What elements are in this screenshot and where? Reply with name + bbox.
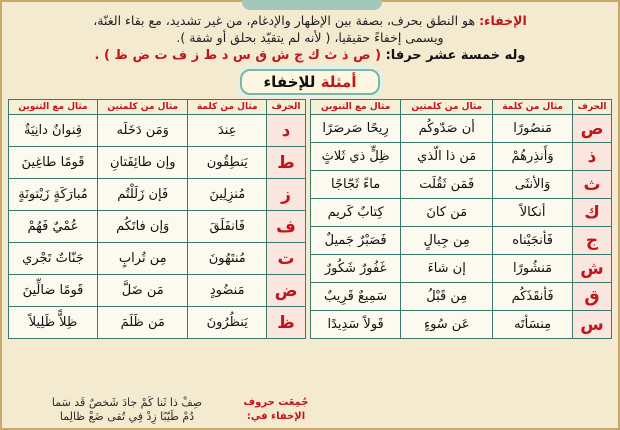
example-word: وَالأنثَى [493,171,573,199]
table-row [9,275,306,307]
definition-block [8,12,612,46]
example-tanween: ماءً ثَجّاجًا [311,171,401,199]
row-letter: ج [573,227,612,255]
table-row [311,143,612,171]
example-two-words: إن شاءَ [401,255,493,283]
example-word: مَنضُودٍ [188,275,267,307]
title-red: أمثلة [320,73,357,91]
example-tanween: سَمِيعٌ قَرِيبٌ [311,283,401,311]
row-letter: ز [267,179,306,211]
table-row [311,171,612,199]
row-letter: ض [267,275,306,307]
example-tanween: كِتابٌ كَريم [311,199,401,227]
examples-table-left [8,99,306,339]
definition-text-2: ويسمى إخفاءً حقيقيا، ( لأنه لم يتقيّد بحلق أو شفة ). [176,30,444,45]
example-word: مِنسَأتَه [493,311,573,339]
row-letter: ص [573,115,612,143]
example-word: فَانفَلَقَ [188,211,267,243]
row-letter: ذ [573,143,612,171]
letters-list: ( ص ذ ث ك ج ش ق س د ط ز ف ت ض ظ ) . [94,48,382,63]
definition-term: الإخفاء: [479,13,527,28]
example-tanween: فَصَبْرٌ جَميلٌ [311,227,401,255]
example-word: يَنطِقُون [188,147,267,179]
definition-line-1 [8,12,612,29]
row-letter: ش [573,255,612,283]
example-two-words: مِن قَبْلُ [401,283,493,311]
section-title [240,69,381,95]
example-word: وَأَنذِرهُمْ [493,143,573,171]
example-word: مُنزِلِينَ [188,179,267,211]
row-letter: س [573,311,612,339]
table-row [311,115,612,143]
table-row [311,227,612,255]
example-two-words: مَن ذا الّذي [401,143,493,171]
table-row [311,255,612,283]
example-word: فَأنجَيْناه [493,227,573,255]
header-letter: الحرف [267,100,306,115]
row-letter: ق [573,283,612,311]
table-header-row [9,100,306,115]
examples-table-right [310,99,612,339]
footer-verse-1: صِفْ ذا ثَنا كَمْ جادَ شَخصٌ قَد سَما [51,396,203,409]
example-two-words: مَن ظَلَمَ [98,307,188,339]
header-two-words: مثال من كلمتين [98,100,188,115]
example-word: مُنتَهُونَ [188,243,267,275]
example-tanween: قَولاً سَدِيدًا [311,311,401,339]
table-row [9,211,306,243]
title-wrap [8,69,612,95]
row-letter: ط [267,147,306,179]
table-header-row [311,100,612,115]
example-tanween: قَومًا طاغِينَ [9,147,98,179]
example-two-words: مِن جِبالٍ [401,227,493,255]
example-tanween: عُمْيٌ فَهُمْ [9,211,98,243]
example-word: مَنصُورًا [493,115,573,143]
row-letter: ت [267,243,306,275]
example-tanween: قَومًا ضالِّينَ [9,275,98,307]
example-tanween: ظِلاًّ ظَلِيلاً [9,307,98,339]
example-two-words: وَمَن دَخَلَه [98,115,188,147]
row-letter: ظ [267,307,306,339]
row-letter: ث [573,171,612,199]
example-word: مَنشُورًا [493,255,573,283]
example-word: عِندَ [188,115,267,147]
header-tanween: مثال مع التنوين [9,100,98,115]
table-row [9,243,306,275]
frame-ornament [242,0,382,10]
example-tanween: جَنّاتٌ تَجْري [9,243,98,275]
example-tanween: قِنوانٌ دانِيَةٌ [9,115,98,147]
example-two-words: عَن سُوءٍ [401,311,493,339]
header-two-words: مثال من كلمتين [401,100,493,115]
footer-verses [14,396,240,424]
letters-intro: وله خمسة عشر حرفا: [385,48,526,63]
row-letter: ف [267,211,306,243]
header-word: مثال من كلمة [188,100,267,115]
example-two-words: أن صَدّوكُم [401,115,493,143]
table-row [9,307,306,339]
row-letter: ك [573,199,612,227]
letters-line [8,48,612,63]
example-two-words: مِن تُرابٍ [98,243,188,275]
table-row [311,199,612,227]
example-two-words: وَإن فاتَكُم [98,211,188,243]
example-word: فَأنقَذَكُم [493,283,573,311]
example-two-words: مَن ضَلَّ [98,275,188,307]
footer-verse-2: دُمْ طَيّبًا زِدْ فِي تُقى ضَعْ ظالِما [59,410,195,423]
footer-mnemonic [14,396,312,424]
example-tanween: ظِلٍّ ذي ثَلاثٍ [311,143,401,171]
title-black: للإخفاء [263,73,316,91]
header-letter: الحرف [573,100,612,115]
row-letter: د [267,115,306,147]
example-two-words: فَمَن ثَقُلَت [401,171,493,199]
example-two-words: مَن كانَ [401,199,493,227]
table-row [311,283,612,311]
example-tanween: غَفُورٌ شَكُورٌ [311,255,401,283]
table-row [9,147,306,179]
table-row [9,179,306,211]
table-row [311,311,612,339]
header-word: مثال من كلمة [493,100,573,115]
example-tanween: مُبارَكَةٍ زَيْتونَةٍ [9,179,98,211]
example-tanween: رِيحًا صَرصَرًا [311,115,401,143]
footer-label: جُمِعَت حروف الإخفاء في: [243,397,309,422]
example-two-words: فَإن زَلَلْتُم [98,179,188,211]
example-word: أنكالاً [493,199,573,227]
tables-container [8,99,612,339]
definition-text-1: هو النطق بحرف، بصفة بين الإظهار والإدغام، من غير تشديد، مع بقاء الغنّة، [93,13,476,28]
example-two-words: وإن طائِفَتانِ [98,147,188,179]
table-row [9,115,306,147]
example-word: يَنظُرُونَ [188,307,267,339]
header-tanween: مثال مع التنوين [311,100,401,115]
